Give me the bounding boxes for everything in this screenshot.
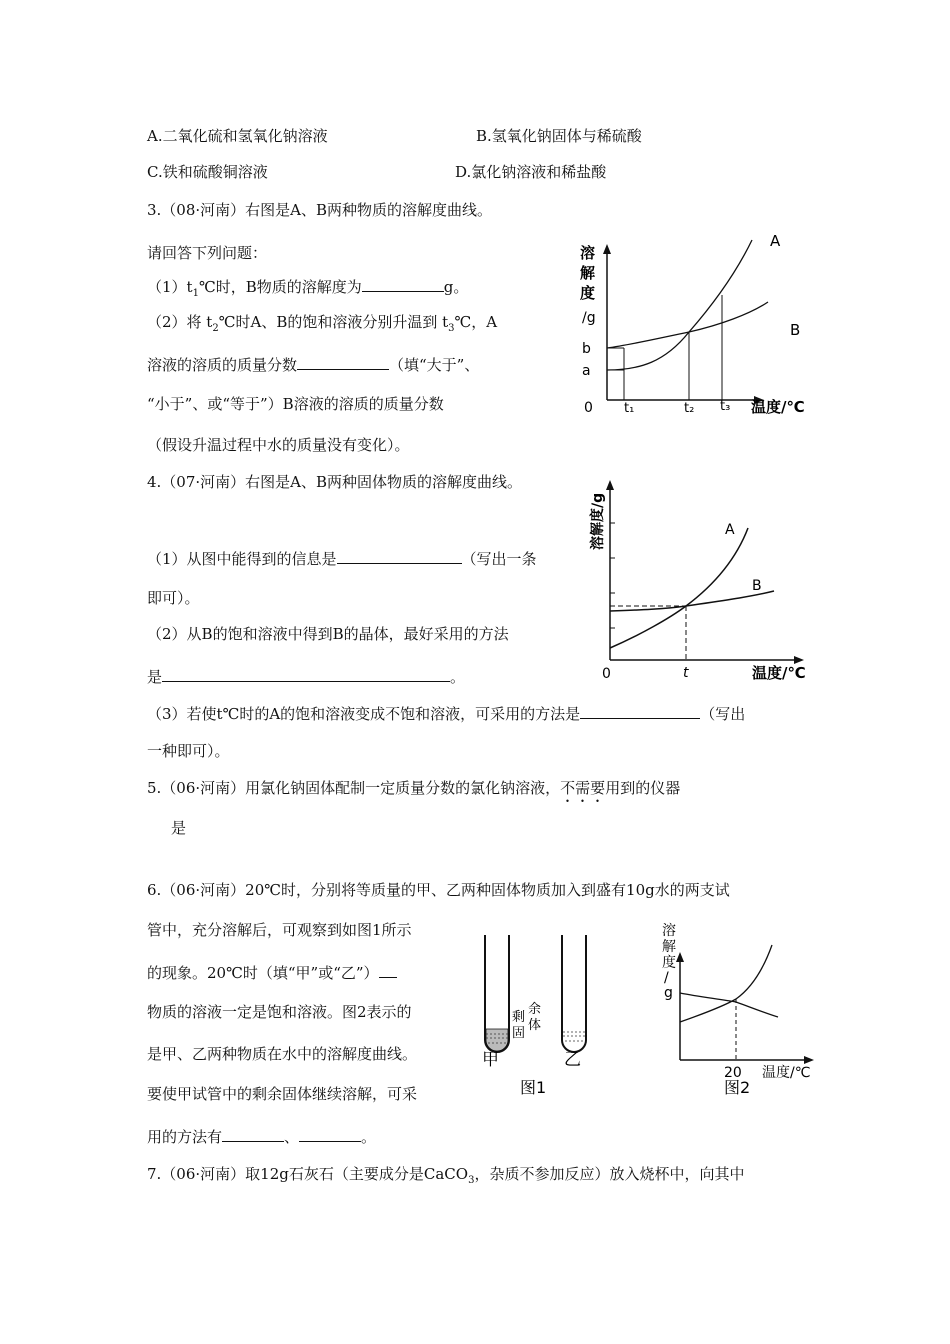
curve-b-label: B bbox=[752, 578, 762, 594]
curve-b bbox=[607, 302, 768, 348]
q3-solubility-chart bbox=[570, 230, 820, 420]
figure-1-caption: 图1 bbox=[520, 1078, 547, 1097]
q6-line5: 是甲、乙两种物质在水中的溶解度曲线。 bbox=[147, 1045, 418, 1063]
origin-label: 0 bbox=[602, 666, 611, 682]
origin-label: 0 bbox=[584, 400, 593, 416]
y-label: 溶解度/g bbox=[590, 492, 606, 550]
curve-a-label: A bbox=[770, 232, 781, 250]
tick-label-20: 20 bbox=[724, 1065, 742, 1081]
q3-part2-line2: 溶液的溶质的质量分数 （填“大于”、 bbox=[147, 356, 480, 374]
answer-blank[interactable] bbox=[362, 276, 444, 292]
option-a: A.二氧化硫和氢氧化钠溶液 bbox=[147, 127, 328, 145]
answer-blank[interactable] bbox=[299, 1126, 361, 1142]
q6-line7: 用的方法有 、 。 bbox=[147, 1128, 377, 1146]
answer-blank[interactable] bbox=[580, 703, 700, 719]
answer-blank[interactable] bbox=[222, 1126, 284, 1142]
option-c: C.铁和硫酸铜溶液 bbox=[147, 163, 268, 181]
q6-stem: 6.（06·河南）20℃时，分别将等质量的甲、乙两种固体物质加入到盛有10g水的两支试 bbox=[147, 881, 730, 899]
q3-intro: 请回答下列问题： bbox=[147, 244, 268, 262]
tube-label-yi: 乙 bbox=[564, 1050, 581, 1070]
q4-part1-line2: 即可）。 bbox=[147, 589, 200, 607]
y-label-char: 解 bbox=[662, 939, 676, 955]
tick-label-t: t bbox=[683, 665, 689, 681]
option-b: B.氢氧化钠固体与稀硫酸 bbox=[476, 127, 642, 145]
residue-label: 固 bbox=[512, 1026, 526, 1041]
tick-label-a: a bbox=[582, 363, 591, 379]
y-axis-arrow bbox=[603, 244, 611, 254]
tick-label-t2: t₂ bbox=[684, 401, 695, 416]
figure-1-test-tubes bbox=[470, 925, 620, 1100]
figure-2-caption: 图2 bbox=[724, 1078, 751, 1097]
y-axis-arrow bbox=[606, 480, 614, 490]
q4-part1: （1）从图中能得到的信息是 （写出一条 bbox=[147, 550, 537, 568]
q3-part2-line4: （假设升温过程中水的质量没有变化）。 bbox=[147, 436, 410, 454]
tube-label-jia: 甲 bbox=[482, 1050, 499, 1070]
q5-line2: 是 bbox=[171, 819, 187, 837]
y-label-char: / bbox=[664, 970, 669, 986]
q6-line3: 的现象。20℃时（填“甲”或“乙”） bbox=[147, 962, 397, 983]
q5-stem: 5.（06·河南）用氯化钠固体配制一定质量分数的氯化钠溶液，不需要用到的仪器 bbox=[147, 779, 681, 797]
y-label-char: 溶 bbox=[662, 923, 676, 939]
tick-label-t3: t₃ bbox=[720, 399, 731, 414]
curve-b-label: B bbox=[790, 321, 801, 339]
y-label-char: 解 bbox=[580, 264, 596, 282]
y-label-char: 度 bbox=[662, 955, 676, 971]
residue-solid bbox=[486, 1029, 508, 1051]
residue-label: 剩 bbox=[512, 1010, 526, 1025]
tube-yi bbox=[562, 935, 586, 1052]
q6-line6: 要使甲试管中的剩余固体继续溶解，可采 bbox=[147, 1085, 418, 1103]
curve-falling bbox=[680, 993, 778, 1017]
residue-label: 体 bbox=[528, 1018, 542, 1033]
answer-blank[interactable] bbox=[162, 666, 450, 682]
y-label-unit: /g bbox=[582, 310, 596, 326]
option-d: D.氯化钠溶液和稀盐酸 bbox=[455, 163, 607, 181]
y-label-char: 溶 bbox=[580, 244, 596, 262]
emphasis-text: 不需要 bbox=[560, 779, 606, 797]
x-axis-arrow bbox=[794, 656, 804, 664]
x-label: 温度/℃ bbox=[752, 664, 806, 682]
q4-solubility-chart bbox=[580, 470, 810, 690]
tick-label-b: b bbox=[582, 341, 591, 357]
curve-a bbox=[610, 528, 748, 648]
curve-a-label: A bbox=[725, 522, 735, 538]
q4-part3-line2: 一种即可）。 bbox=[147, 742, 230, 760]
figure-2-solubility-chart bbox=[650, 915, 835, 1100]
y-label-char: g bbox=[664, 985, 673, 1001]
q7-stem: 7.（06·河南）取12g石灰石（主要成分是CaCO$_3$，杂质不参加反应）放入烧杯中，向其中 bbox=[147, 1165, 745, 1186]
q3-stem: 3.（08·河南）右图是A、B两种物质的溶解度曲线。 bbox=[147, 201, 493, 219]
q6-line2: 管中，充分溶解后，可观察到如图1所示 bbox=[147, 921, 412, 939]
q6-line4: 物质的溶液一定是饱和溶液。图2表示的 bbox=[147, 1003, 412, 1021]
q3-part2: （2）将 $t_2℃$时A、B的饱和溶液分别升温到 $t_3℃$，A bbox=[147, 313, 498, 334]
x-label: 温度/℃ bbox=[762, 1065, 811, 1081]
answer-blank[interactable] bbox=[297, 354, 389, 370]
y-label-char: 度 bbox=[580, 284, 596, 302]
q4-part2-line2: 是 。 bbox=[147, 668, 466, 686]
y-axis-arrow bbox=[676, 952, 684, 962]
answer-blank[interactable] bbox=[337, 548, 462, 564]
q3-part1: $(1)t_1℃$时，B物质的溶解度为 g。 bbox=[147, 278, 469, 299]
x-label: 温度/℃ bbox=[751, 398, 805, 416]
tick-label-t1: t₁ bbox=[624, 401, 635, 416]
answer-blank[interactable] bbox=[379, 962, 397, 978]
solution-texture bbox=[563, 1032, 585, 1041]
curve-a bbox=[607, 240, 752, 370]
q4-stem: 4.（07·河南）右图是A、B两种固体物质的溶解度曲线。 bbox=[147, 473, 523, 491]
residue-label: 余 bbox=[528, 1002, 542, 1017]
q4-part3: （3）若使t℃时的A的饱和溶液变成不饱和溶液，可采用的方法是 （写出 bbox=[147, 705, 746, 723]
q3-part2-line3: “小于”、或“等于”）B溶液的溶质的质量分数 bbox=[147, 395, 444, 413]
x-axis-arrow bbox=[804, 1056, 814, 1064]
q4-part2: （2）从B的饱和溶液中得到B的晶体，最好采用的方法 bbox=[147, 625, 509, 643]
